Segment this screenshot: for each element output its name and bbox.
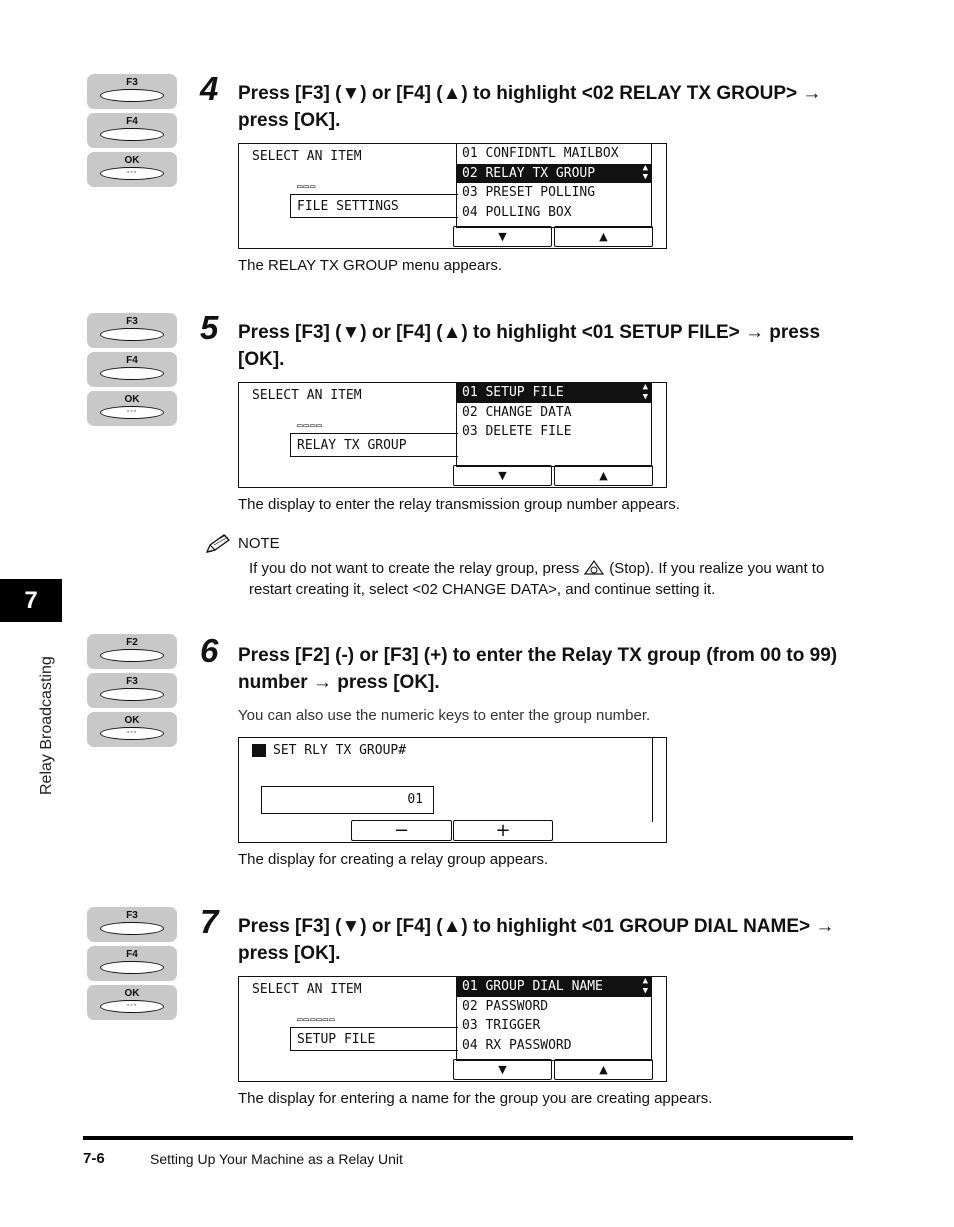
footer-rule — [83, 1136, 853, 1140]
lcd-level-indicator: ▭▭▭▭▭▭ — [297, 1015, 336, 1025]
chapter-tab: 7 — [0, 579, 62, 622]
f3-key: F3 — [87, 313, 177, 348]
lcd-menu-item: 02 PASSWORD — [462, 998, 549, 1014]
f3-key: F3 — [87, 907, 177, 942]
stop-key-icon — [583, 559, 605, 577]
ok-key: OK ◦◦◦ — [87, 391, 177, 426]
note-pencil-icon — [204, 533, 232, 555]
step-caption: The display to enter the relay transmission group number appears. — [238, 496, 680, 513]
step-heading: Press [F3] (▼) or [F4] (▲) to highlight <01 SETUP FILE> → press [OK]. — [238, 322, 821, 370]
lcd-level-indicator: ▭▭▭▭ — [297, 421, 323, 431]
note-heading: NOTE — [238, 535, 280, 552]
down-arrow-button: ▼ — [453, 465, 552, 486]
step4-keys — [87, 74, 177, 191]
step-caption: The display for creating a relay group appears. — [238, 851, 549, 868]
step-heading: Press [F3] (▼) or [F4] (▲) to highlight <01 GROUP DIAL NAME> → press [OK]. — [238, 916, 835, 964]
plus-button: + — [453, 820, 553, 841]
lcd-display — [238, 976, 667, 1082]
f3-key: F3 — [87, 74, 177, 109]
f2-key: F2 — [87, 634, 177, 669]
f4-key: F4 — [87, 113, 177, 148]
lcd-level-indicator: ▭▭▭ — [297, 182, 317, 192]
step-number: 4 — [200, 70, 219, 107]
lcd-display — [238, 143, 667, 249]
down-arrow-button: ▼ — [453, 1059, 552, 1080]
step6-keys — [87, 634, 177, 751]
up-arrow-button: ▲ — [554, 1059, 653, 1080]
lcd-menu-item-selected: 01 SETUP FILE ▲ ▼ — [457, 383, 651, 403]
lcd-menu-item: 03 TRIGGER — [462, 1018, 541, 1033]
scroll-updown-icon: ▲ ▼ — [642, 382, 648, 402]
lcd-title: SELECT AN ITEM — [252, 982, 362, 997]
step7-keys — [87, 907, 177, 1024]
f3-key: F3 — [87, 673, 177, 708]
step-caption: The display for entering a name for the group you are creating appears. — [238, 1090, 713, 1107]
f4-key: F4 — [87, 352, 177, 387]
lcd-mode-icon — [252, 744, 266, 757]
lcd-title: SET RLY TX GROUP# — [273, 743, 407, 758]
lcd-menu-item: 02 CHANGE DATA — [462, 404, 572, 420]
step-heading: Press [F2] (-) or [F3] (+) to enter the Relay TX group (from 00 to 99) number → press [OK]. — [238, 645, 838, 693]
f4-key: F4 — [87, 946, 177, 981]
step-number: 7 — [200, 903, 219, 940]
scroll-updown-icon: ▲ ▼ — [642, 162, 648, 182]
step-subtext: You can also use the numeric keys to enter the group number. — [238, 707, 651, 724]
lcd-title: SELECT AN ITEM — [252, 149, 362, 164]
lcd-menu-item: 03 PRESET POLLING — [462, 185, 596, 200]
step-heading: Press [F3] (▼) or [F4] (▲) to highlight <02 RELAY TX GROUP> → press [OK]. — [238, 83, 822, 131]
page-number: 7-6 — [83, 1150, 105, 1167]
up-arrow-button: ▲ — [554, 226, 653, 247]
lcd-menu-item: 01 CONFIDNTL MAILBOX — [462, 146, 619, 161]
lcd-current-menu: SETUP FILE — [290, 1027, 458, 1051]
lcd-menu-item: 03 DELETE FILE — [462, 424, 572, 439]
down-arrow-button: ▼ — [453, 226, 552, 247]
up-arrow-button: ▲ — [554, 465, 653, 486]
note-text: If you do not want to create the relay group, press (Stop). If you realize you want to restart creating it, select <02 CHANGE DATA>, and continue setting it. — [249, 560, 825, 598]
minus-button: − — [351, 820, 452, 841]
step-number: 5 — [200, 309, 219, 346]
lcd-menu-item: 04 RX PASSWORD — [462, 1037, 572, 1053]
lcd-menu-list — [456, 383, 652, 467]
ok-key: OK ◦◦◦ — [87, 152, 177, 187]
footer-title: Setting Up Your Machine as a Relay Unit — [150, 1151, 403, 1167]
ok-key: OK ◦◦◦ — [87, 985, 177, 1020]
lcd-menu-item: 04 POLLING BOX — [462, 204, 572, 220]
lcd-menu-item-selected: 01 GROUP DIAL NAME ▲ ▼ — [457, 977, 651, 997]
lcd-current-menu: RELAY TX GROUP — [290, 433, 458, 457]
scroll-updown-icon: ▲ ▼ — [642, 976, 648, 996]
step-caption: The RELAY TX GROUP menu appears. — [238, 257, 503, 274]
lcd-menu-list — [456, 977, 652, 1061]
lcd-menu-list — [456, 144, 652, 228]
group-number-field: 01 — [261, 786, 434, 814]
lcd-title: SELECT AN ITEM — [252, 388, 362, 403]
lcd-menu-item-selected: 02 RELAY TX GROUP ▲ ▼ — [457, 164, 651, 184]
lcd-display — [238, 382, 667, 488]
ok-key: OK ◦◦◦ — [87, 712, 177, 747]
lcd-current-menu: FILE SETTINGS — [290, 194, 458, 218]
lcd-display — [238, 737, 667, 843]
chapter-title-vertical: Relay Broadcasting — [38, 656, 55, 795]
step5-keys — [87, 313, 177, 430]
step-number: 6 — [200, 632, 219, 669]
